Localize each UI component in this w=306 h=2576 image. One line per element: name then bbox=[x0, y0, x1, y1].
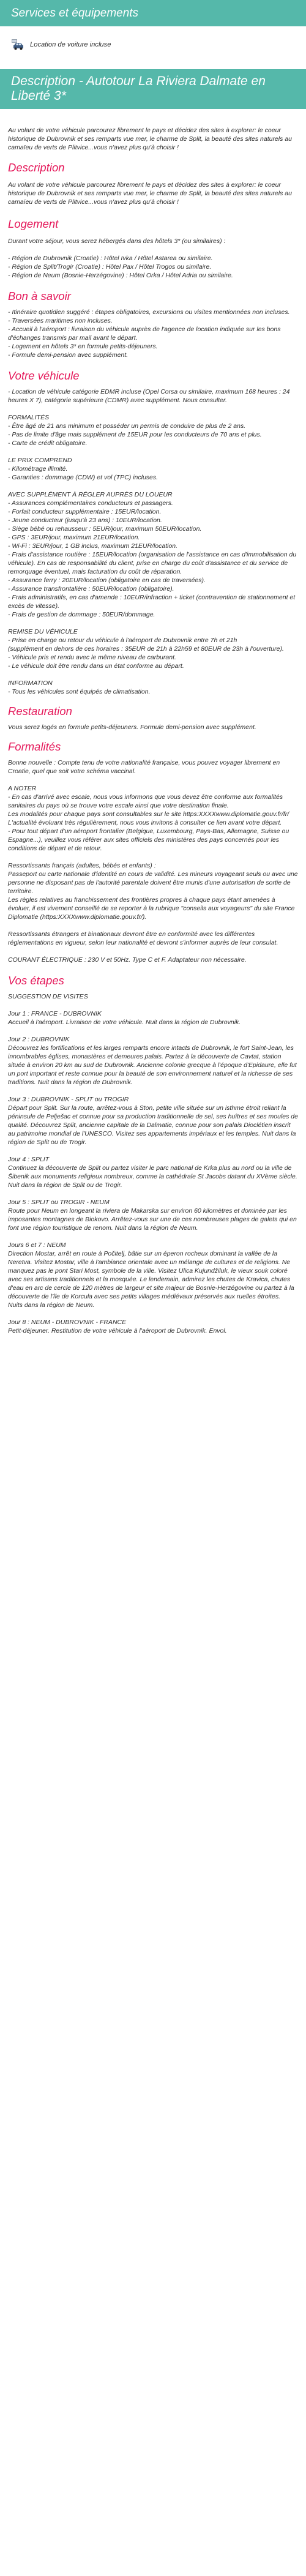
car-icon bbox=[11, 39, 24, 51]
service-label: Location de voiture incluse bbox=[30, 41, 111, 48]
etapes-text: SUGGESTION DE VISITES Jour 1 : FRANCE - DUBROVNIK Accueil à l'aéroport. Livraison de votre véhicule. Nuit dans la région de Dubrovnik. Jour 2 : DUBROVNIK Découvrez les fortifications et les larges remparts encore intacts de Dubrovnik, le fort Saint-Jean, les innombrables églises, monastères et demeures palais. Partez à la découverte de Cavtat, station située à environ 20 km au sud de Dubrovnik. Ancienne colonie grecque à l'époque d'Epidaure, elle fut un port important et reste connue pour la beauté de son environnement naturel et la richesse de ses traditions. Nuit dans la région de Dubrovnik. Jour 3 : DUBROVNIK - SPLIT ou TROGIR Départ pour Split. Sur la route, arrêtez-vous à Ston, petite ville située sur un isthme étroit reliant la péninsule de Pelješac et connue pour sa production traditionnelle de sel, ses huîtres et ses moules de qualité. Découvrez Split, ancienne capitale de la Dalmatie, connue pour son palais Dioclétien inscrit au patrimoine mondial de l'UNESCO. Visitez ses appartements impériaux et les temples. Nuit dans la région de Split ou de Trogir. Jour 4 : SPLIT Continuez la découverte de Split ou partez visiter le parc national de Krka plus au nord ou la ville de Šibenik aux monuments religieux nombreux, comme la cathédrale St Jacobs datant du XVème siècle. Nuit dans la région de Split ou de Trogir. Jour 5 : SPLIT ou TROGIR - NEUM Route pour Neum en longeant la riviera de Makarska sur environ 60 kilomètres et dominée par les imposantes montagnes de Biokovo. Arrêtez-vous sur une de ces nombreuses plages de galets qui en font une région touristique de renom. Nuit dans la région de Neum. Jours 6 et 7 : NEUM Direction Mostar, arrêt en route à Počitelj, bâtie sur un éperon rocheux dominant la vallée de la Neretva. Visitez Mostar, ville à l'ambiance orientale avec un mélange de cultures et de religions. Ne manquez pas le pont Stari Most, symbole de la ville. Visitez Ulica Kujundžiluk, le vieux souk coloré avec ses artisans traditionnels et la mosquée. Le lendemain, admirez les chutes de Kravica, chutes d'eau en arc de cercle de 120 mètres de largeur et site majeur de Bosnie-Herzégovine ou partez à la découverte de l'île de Korcula avec ses petits villages médiévaux préservés aux ruelles étroites. Nuits dans la région de Neum. Jour 8 : NEUM - DUBROVNIK - FRANCE Petit-déjeuner. Restitution de votre véhicule à l'aéroport de Dubrovnik. Envol. bbox=[8, 993, 298, 1335]
description-intro: Au volant de votre véhicule parcourez librement le pays et décidez des sites à explorer: le coeur historique de Dubrovnik et ses remparts vue mer, le charme de Split, la beauté des sites naturels au camaïeu de verts de Plitvice...vous n'avez plus qu'à choisir ! bbox=[8, 127, 294, 151]
description-banner bbox=[0, 69, 306, 109]
services-heading: Services et équipements bbox=[11, 7, 139, 20]
restauration-heading: Restauration bbox=[8, 705, 72, 717]
formalites-text: Bonne nouvelle : Compte tenu de votre nationalité française, vous pouvez voyager librement en Croatie, quel que soit votre schéma vaccinal. A NOTER - En cas d'arrivé avec escale, nous vous informons que vous devez être conforme aux formalités sanitaires du pays où se trouve votre escale ainsi que votre destination finale. Les modalités pour chaque pays sont consultables sur le site https:XXXXwww.diplomatie.gouv.fr/fr/ L'actualité évoluant très régulièrement, nous vous invitons à consulter ce lien avant votre départ. - Pour tout départ d'un aéroport frontalier (Belgique, Luxembourg, Pays-Bas, Allemagne, Suisse ou Espagne...), veuillez vous référer aux sites officiels des ministères des pays concernés pour les conditions de départ et de retour. Ressortissants français (adultes, bébés et enfants) : Passeport ou carte nationale d'identité en cours de validité. Les mineurs voyageant seuls ou avec une personne ne disposant pas de l'autorité parentale doivent être munis d'une autorisation de sortie de territoire. Les règles relatives au franchissement des frontières propres à chaque pays étant amenées à évoluer, il est vivement conseillé de se reporter à la rubrique "conseils aux voyageurs" du site France Diplomatie (https:XXXXwww.diplomatie.gouv.fr/). Ressortissants étrangers et binationaux devront être en conformité avec les différentes réglementations en vigueur, selon leur nationalité et devront s'informer auprès de leur consulat. COURANT ÉLECTRIQUE : 230 V et 50Hz. Type C et F. Adaptateur non nécessaire. bbox=[8, 759, 298, 964]
logement-text: Durant votre séjour, vous serez hébergés dans des hôtels 3* (ou similaires) : - Région de Dubrovnik (Croatie) : Hôtel Ivka / Hôtel Astarea ou similaire. - Région de Split/Trogir (Croatie) : Hôtel Pax / Hôtel Trogos ou similaire. - Région de Neum (Bosnie-Herzégovine) : Hôtel Orka / Hôtel Adria ou similaire. bbox=[8, 238, 233, 279]
vehicule-heading: Votre véhicule bbox=[8, 369, 80, 382]
logement-heading: Logement bbox=[8, 217, 59, 230]
restauration-text: Vous serez logés en formule petits-déjeuners. Formule demi-pension avec supplément. bbox=[8, 724, 256, 731]
etapes-heading: Vos étapes bbox=[8, 974, 64, 987]
vehicule-text: - Location de véhicule catégorie EDMR incluse (Opel Corsa ou similaire, maximum 168 heures : 24 heures X 7), catégorie supérieure (CDMR) avec supplément. Nous consulter. FORMALITÉS - Être âgé de 21 ans minimum et posséder un permis de conduire de plus de 2 ans. - Pas de limite d'âge mais supplément de 15EUR pour les conducteurs de 70 ans et plus. - Carte de crédit obligatoire. LE PRIX COMPREND - Kilométrage illimité. - Garanties : dommage (CDW) et vol (TPC) incluses. AVEC SUPPLÉMENT À RÉGLER AUPRÈS DU LOUEUR - Assurances complémentaires conducteurs et passagers. - Forfait conducteur supplémentaire : 15EUR/location. - Jeune conducteur (jusqu'à 23 ans) : 10EUR/location. - Siège bébé ou rehausseur : 5EUR/jour, maximum 50EUR/location. - GPS : 3EUR/jour, maximum 21EUR/location. - Wi-Fi : 3EUR/jour, 1 GB inclus, maximum 21EUR/location. - Frais d'assistance routière : 15EUR/location (organisation de l'assistance en cas d'immobilisation du véhicule). En cas de responsabilité du client, prise en charge du coût d'assistance et du service de remorquage éventuel, mais facturation du coût de réparation. - Assurance ferry : 20EUR/location (obligatoire en cas de traversées). - Assurance transfrontalière : 50EUR/location (obligatoire). - Frais administratifs, en cas d'amende : 10EUR/infraction + ticket (contravention de stationnement et excès de vitesse). - Frais de gestion de dommage : 50EUR/dommage. REMISE DU VÉHICULE - Prise en charge ou retour du véhicule à l'aéroport de Dubrovnik entre 7h et 21h (supplément en dehors de ces horaires : 35EUR de 21h à 22h59 et 80EUR de 23h à l'ouverture). - Véhicule pris et rendu avec le même niveau de carburant. - Le véhicule doit être rendu dans un état conforme au départ. INFORMATION - Tous les véhicules sont équipés de climatisation. bbox=[8, 388, 297, 695]
description-heading: Description bbox=[8, 161, 65, 174]
bon-a-savoir-heading: Bon à savoir bbox=[8, 290, 71, 302]
bon-a-savoir-text: - Itinéraire quotidien suggéré : étapes obligatoires, excursions ou visites mentionnées non incluses. - Traversées maritimes non incluses. - Accueil à l'aéroport : livraison du véhicule auprès de l'agence de location indiquée sur les bons d'échanges transmis par mail avant le départ. - Logement en hôtels 3* en formule petits-déjeuners. - Formule demi-pension avec supplément. bbox=[8, 309, 290, 359]
formalites-heading: Formalités bbox=[8, 740, 61, 753]
services-banner bbox=[0, 0, 306, 26]
service-item-car-rental bbox=[11, 39, 298, 51]
description-text: Au volant de votre véhicule parcourez librement le pays et décidez des sites à explorer: le coeur historique de Dubrovnik et ses remparts vue mer, le charme de Split, la beauté des sites naturels au camaïeu de verts de Plitvice...vous n'avez plus qu'à choisir ! bbox=[8, 181, 294, 206]
description-banner-title: Description - Autotour La Riviera Dalmate en Liberté 3* bbox=[11, 74, 266, 103]
